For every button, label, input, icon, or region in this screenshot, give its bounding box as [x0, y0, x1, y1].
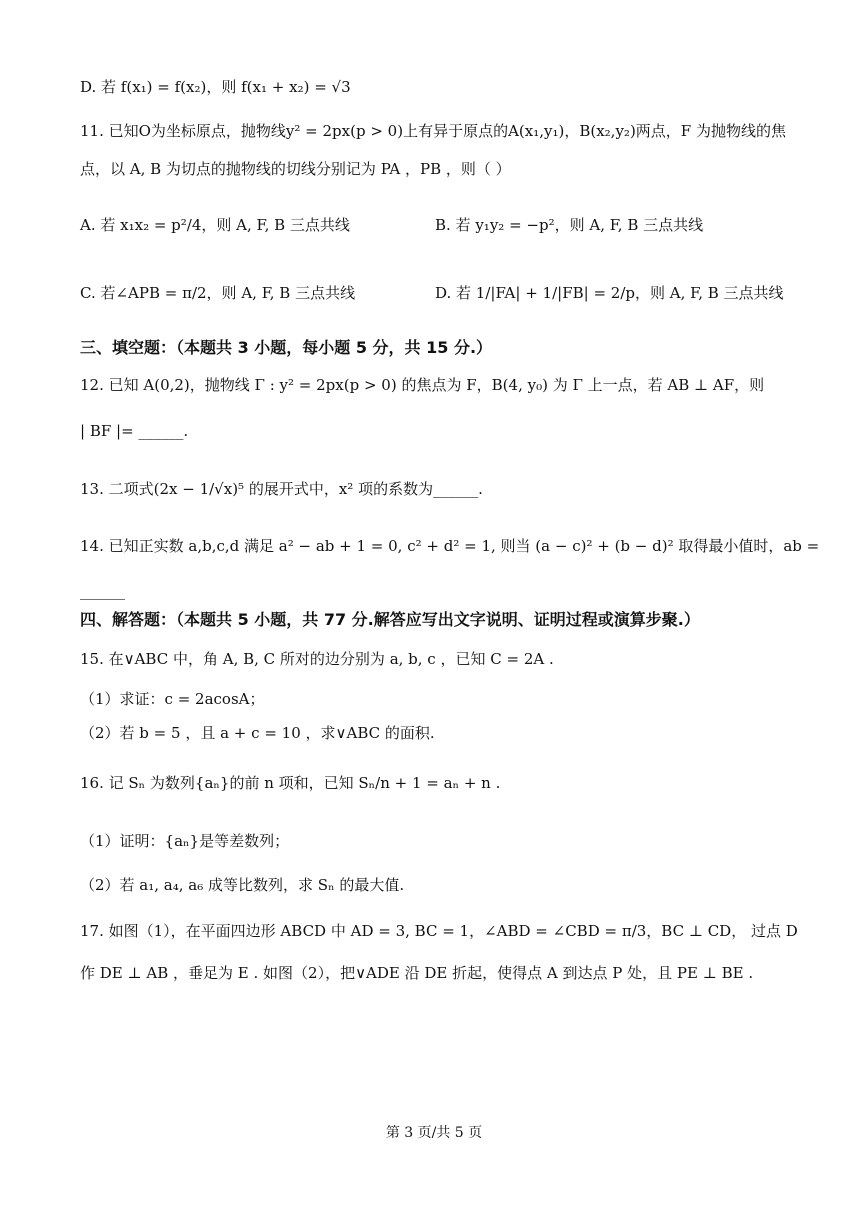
q12-line1: 12. 已知 A(0,2)，抛物线 Γ : y² = 2px(p > 0) 的焦点为 F，B(4, y₀) 为 Γ 上一点，若 AB ⊥ AF，则 [80, 376, 765, 394]
q12-line2: | BF |= ______. [80, 422, 189, 440]
q15-part2: （2）若 b = 5 ，且 a + c = 10 ，求∨ABC 的面积. [80, 724, 435, 742]
q11-stem-line1: 11. 已知O为坐标原点，抛物线y² = 2px(p > 0)上有异于原点的A(x₁,y₁)，B(x₂,y₂)两点，F 为抛物线的焦 [80, 122, 786, 140]
q17-line2: 作 DE ⊥ AB ，垂足为 E . 如图（2），把∨ADE 沿 DE 折起，使得点 A 到达点 P 处，且 PE ⊥ BE . [80, 964, 754, 982]
q11-stem-line2: 点，以 A, B 为切点的抛物线的切线分别记为 PA ，PB ，则（ ） [80, 160, 511, 178]
q13-line1: 13. 二项式(2x − 1/√x)⁵ 的展开式中，x² 项的系数为______. [80, 480, 483, 498]
q11-option-b: B. 若 y₁y₂ = −p²，则 A, F, B 三点共线 [435, 216, 704, 234]
q14-line1: 14. 已知正实数 a,b,c,d 满足 a² − ab + 1 = 0, c² + d² = 1, 则当 (a − c)² + (b − d)² 取得最小值时，ab = [80, 537, 820, 555]
q16-part1: （1）证明：{aₙ}是等差数列； [80, 832, 290, 850]
q16-part2: （2）若 a₁, a₄, a₆ 成等比数列，求 Sₙ 的最大值. [80, 876, 405, 894]
q17-line1: 17. 如图（1），在平面四边形 ABCD 中 AD = 3, BC = 1，∠ABD = ∠CBD = π/3，BC ⊥ CD， 过点 D [80, 922, 798, 940]
section3-title: 三、填空题：（本题共 3 小题，每小题 5 分，共 15 分.） [80, 338, 493, 357]
page-footer: 第 3 页/共 5 页 [385, 1125, 483, 1141]
q15-stem: 15. 在∨ABC 中，角 A, B, C 所对的边分别为 a, b, c ，已知 C = 2A . [80, 650, 554, 668]
q10-option-d: D. 若 f(x₁) = f(x₂)，则 f(x₁ + x₂) = √3 [80, 78, 351, 96]
q14-line2: ______ [80, 582, 125, 600]
q11-option-d: D. 若 1/|FA| + 1/|FB| = 2/p，则 A, F, B 三点共线 [435, 284, 784, 302]
section4-title: 四、解答题：（本题共 5 小题，共 77 分.解答应写出文字说明、证明过程或演算步聚.） [80, 610, 700, 629]
q16-stem: 16. 记 Sₙ 为数列{aₙ}的前 n 项和，已知 Sₙ/n + 1 = aₙ + n . [80, 774, 501, 792]
q15-part1: （1）求证：c = 2acosA； [80, 690, 265, 708]
q11-option-c: C. 若∠APB = π/2，则 A, F, B 三点共线 [80, 284, 356, 302]
q11-option-a: A. 若 x₁x₂ = p²/4，则 A, F, B 三点共线 [80, 216, 350, 234]
